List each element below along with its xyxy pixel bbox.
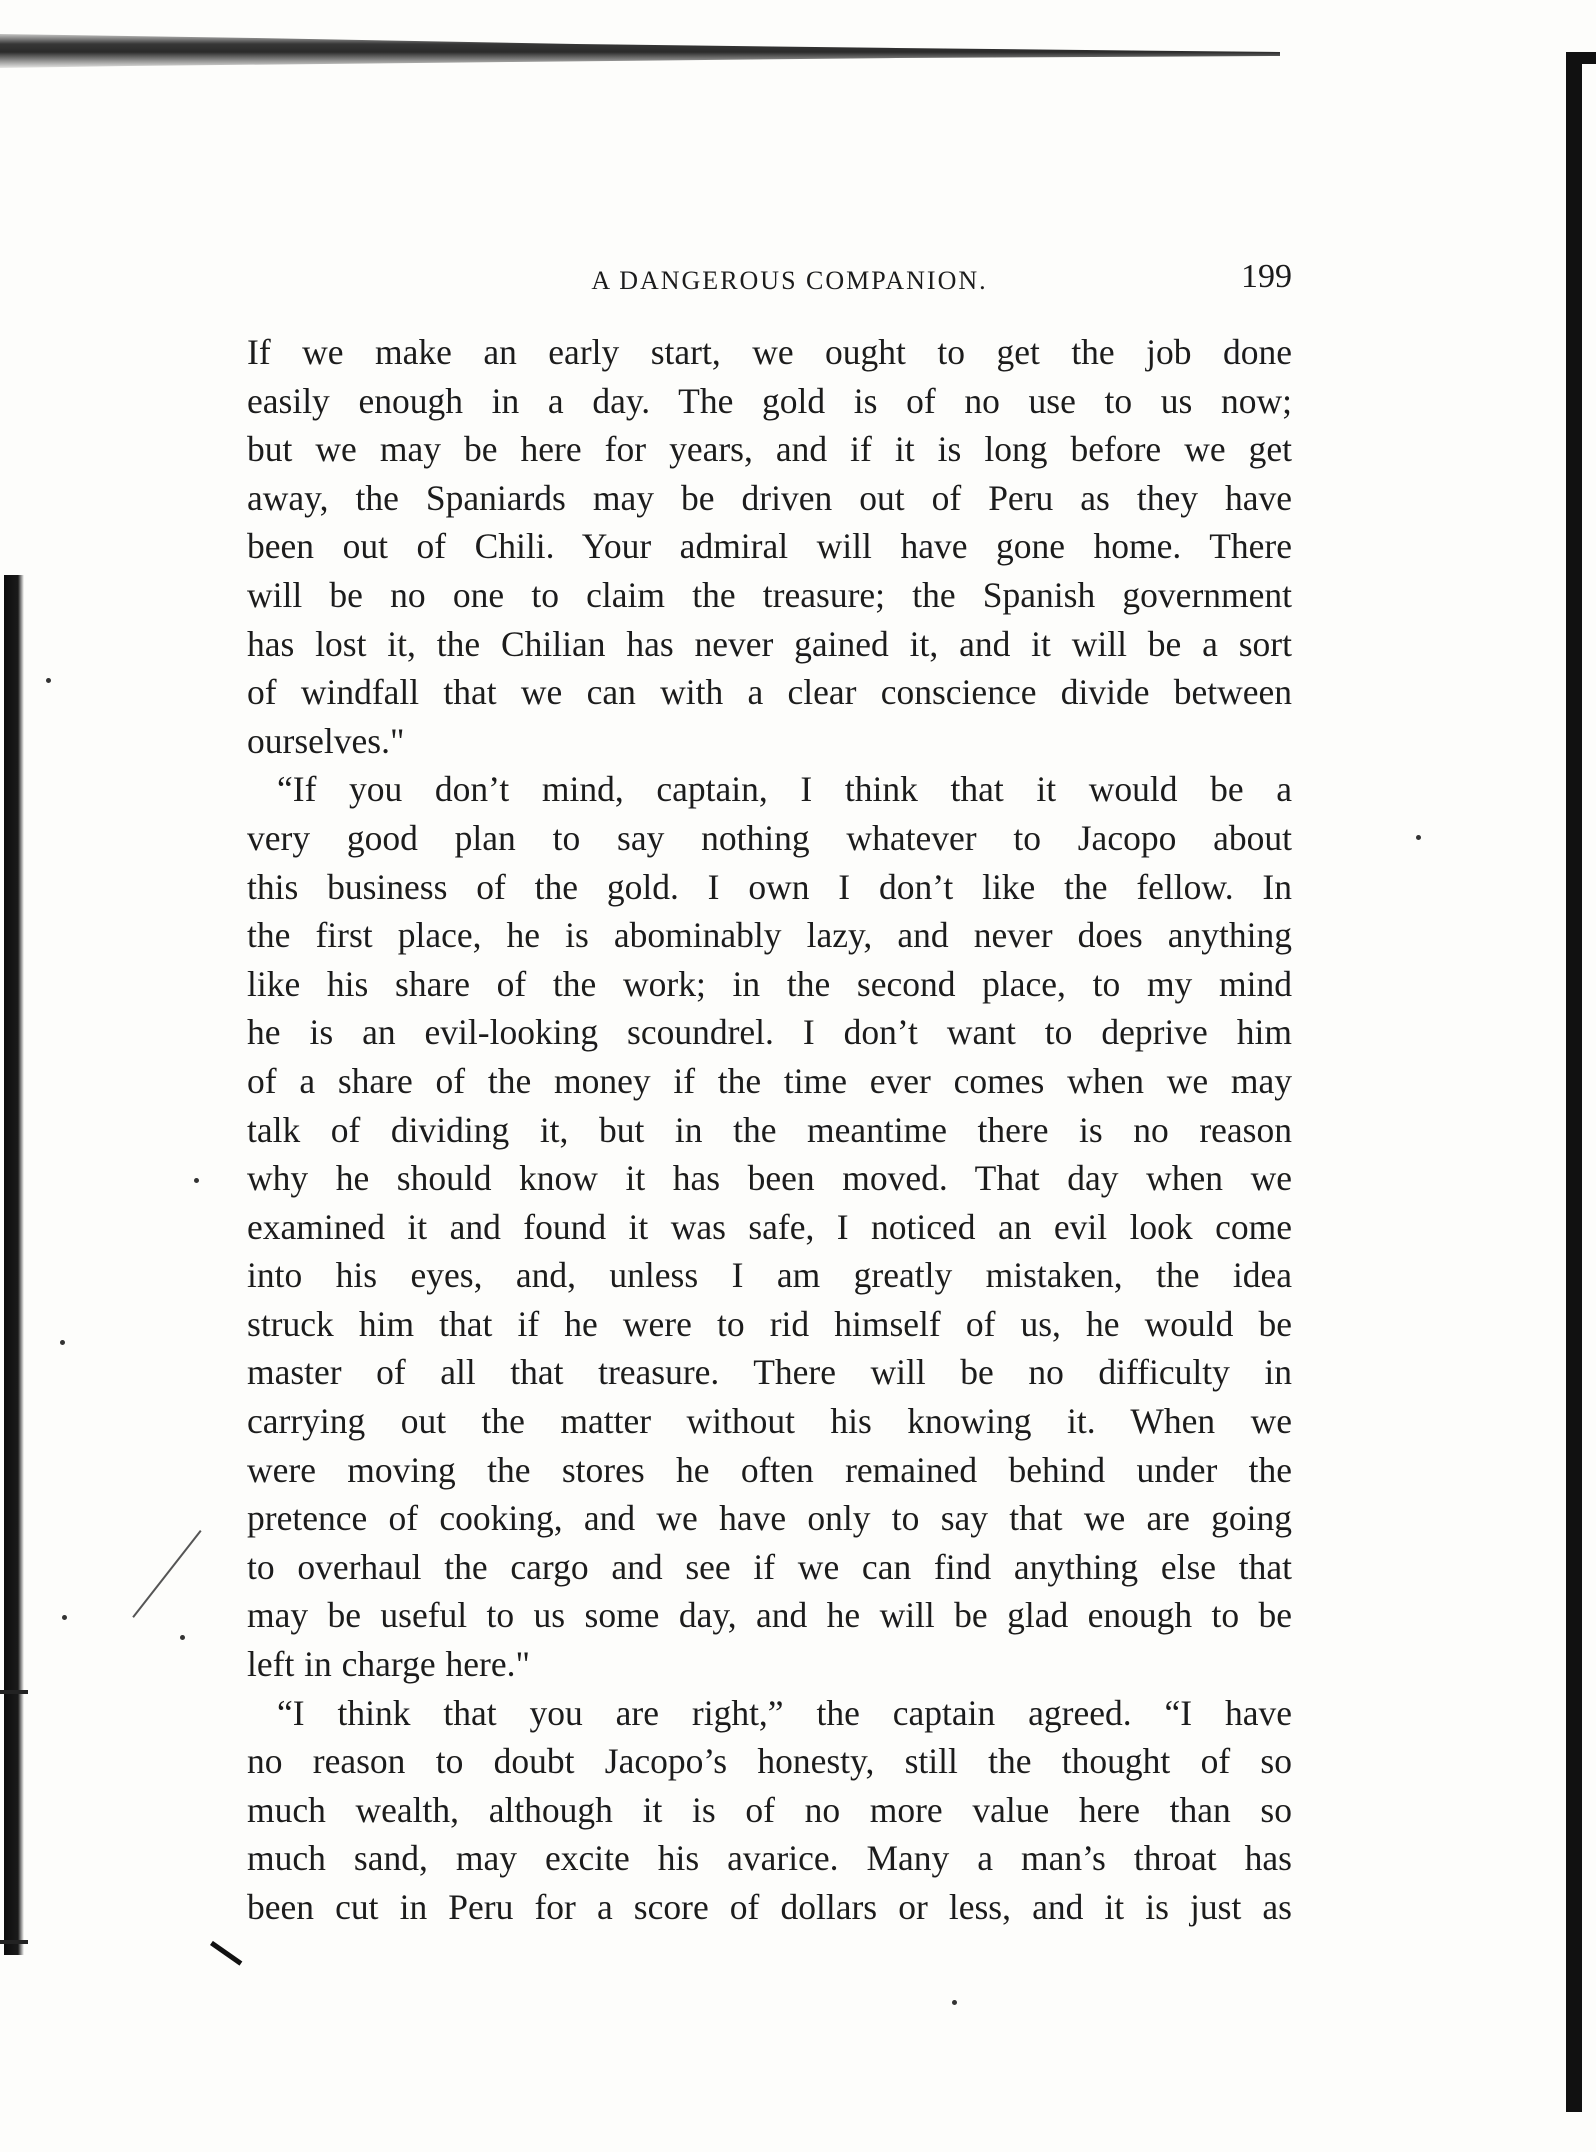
scan-pen-stroke [132, 1530, 201, 1618]
text-line: been out of Chili. Your admiral will have gone home. There [247, 526, 1292, 567]
scan-artifact-left-tick [0, 1940, 28, 1944]
text-line: pretence of cooking, and we have only to say that we are going [247, 1498, 1292, 1539]
text-line: has lost it, the Chilian has never gained it, and it will be a sort [247, 623, 1292, 664]
text-line: to overhaul the cargo and see if we can find anything else that [247, 1546, 1292, 1587]
text-line: examined it and found it was safe, I noticed an evil look come [247, 1206, 1292, 1247]
scan-artifact-right-border [1566, 52, 1582, 2112]
page-number: 199 [1241, 258, 1292, 295]
scan-artifact-top-smear [0, 30, 1280, 70]
scan-artifact-left-tick [0, 1690, 28, 1694]
text-line: will be no one to claim the treasure; the Spanish government [247, 574, 1292, 615]
text-line: easily enough in a day. The gold is of no use to us now; [247, 380, 1292, 421]
text-line: very good plan to say nothing whatever to Jacopo about [247, 817, 1292, 858]
scan-speck [46, 678, 51, 683]
text-line: talk of dividing it, but in the meantime there is no reason [247, 1109, 1292, 1150]
text-line: If we make an early start, we ought to get the job done [247, 332, 1292, 372]
text-line: much sand, may excite his avarice. Many a man’s throat has [247, 1838, 1292, 1879]
text-line: may be useful to us some day, and he will be glad enough to be [247, 1595, 1292, 1636]
text-line: he is an evil-looking scoundrel. I don’t want to deprive him [247, 1012, 1292, 1053]
scan-speck [62, 1615, 67, 1620]
scan-pen-mark [210, 1941, 242, 1966]
scan-speck [60, 1340, 65, 1345]
body-text [247, 328, 1292, 1932]
text-line: left in charge here." [247, 1644, 530, 1685]
text-line: why he should know it has been moved. That day when we [247, 1158, 1292, 1199]
text-line: no reason to doubt Jacopo’s honesty, still the thought of so [247, 1741, 1292, 1782]
text-line: struck him that if he were to rid himself of us, he would be [247, 1303, 1292, 1344]
text-line: but we may be here for years, and if it is long before we get [247, 429, 1292, 470]
text-line: been cut in Peru for a score of dollars or less, and it is just as [247, 1887, 1292, 1927]
text-line: of a share of the money if the time ever comes when we may [247, 1060, 1292, 1101]
scan-speck [180, 1635, 185, 1640]
text-line: were moving the stores he often remained behind under the [247, 1449, 1292, 1490]
text-line: of windfall that we can with a clear conscience divide between [247, 672, 1292, 713]
scan-artifact-left-border [4, 575, 24, 1955]
text-line: the first place, he is abominably lazy, and never does anything [247, 915, 1292, 956]
text-line: “If you don’t mind, captain, I think that it would be a [277, 769, 1292, 810]
scan-artifact-right-border-cap [1566, 52, 1596, 64]
running-title: A DANGEROUS COMPANION. [591, 266, 988, 295]
text-line: carrying out the matter without his knowing it. When we [247, 1401, 1292, 1442]
text-line: away, the Spaniards may be driven out of Peru as they have [247, 477, 1292, 518]
scan-speck [194, 1178, 199, 1183]
text-line: master of all that treasure. There will be no difficulty in [247, 1352, 1292, 1393]
text-line: into his eyes, and, unless I am greatly mistaken, the idea [247, 1255, 1292, 1296]
scan-speck [1416, 835, 1421, 840]
running-header [247, 258, 1292, 302]
text-line: “I think that you are right,” the captain agreed. “I have [277, 1692, 1292, 1733]
text-line: like his share of the work; in the second place, to my mind [247, 963, 1292, 1004]
text-line: much wealth, although it is of no more value here than so [247, 1789, 1292, 1830]
text-line: this business of the gold. I own I don’t like the fellow. In [247, 866, 1292, 907]
text-line: ourselves." [247, 720, 405, 761]
scan-speck [952, 2000, 957, 2005]
